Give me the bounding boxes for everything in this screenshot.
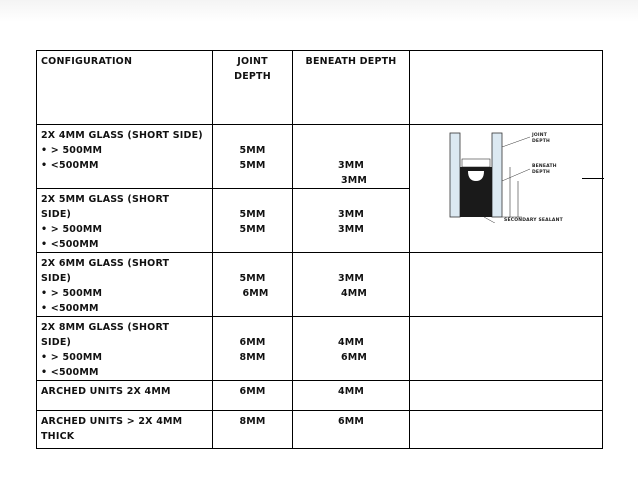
config-line: ARCHED UNITS > 2X 4MM [41,416,183,427]
beneath-spacer [297,143,405,158]
header-configuration-label: CONFIGURATION [41,56,133,67]
empty-cell [410,411,603,449]
beneath-depth-leader [502,169,530,181]
header-joint-label: JOINT [237,56,268,67]
config-cell [37,125,213,189]
joint-value: 6MM [239,386,266,397]
beneath-value: 3MM [337,273,365,284]
beneath-spacer [297,192,405,207]
config-line: • > 500MM [41,224,103,235]
beneath-value: 6MM [337,416,365,427]
secondary-sealant-shape [460,167,492,217]
joint-value: 5MM [239,145,266,156]
config-cell [37,253,213,317]
header-configuration [37,51,213,125]
joint-depth-cell [213,411,293,449]
config-line: • <500MM [41,160,99,171]
left-glass-pane [450,133,460,217]
beneath-depth-cell [293,317,410,381]
config-line: • <500MM [41,367,99,378]
config-line: • <500MM [41,239,99,250]
joint-value: 6MM [239,337,266,348]
config-line: • > 500MM [41,352,103,363]
config-line: THICK [41,431,75,442]
joint-depth-cell [213,381,293,411]
beneath-depth-cell [293,253,410,317]
beneath-spacer [297,128,405,143]
beneath-value: 3MM [337,160,365,171]
joint-value: 5MM [239,224,266,235]
empty-cell [410,253,603,317]
config-cell [37,189,213,253]
beneath-value: 3MM [340,175,368,186]
label-beneath-depth: Depth [532,170,550,175]
label-secondary-sealant: Secondary Sealant [504,218,563,223]
beneath-depth-cell [293,411,410,449]
config-line: • > 500MM [41,288,103,299]
joint-depth-cell [213,125,293,189]
config-line: SIDE) [41,337,72,348]
table-row [37,317,603,381]
config-line: SIDE) [41,209,72,220]
beneath-value: 3MM [337,224,365,235]
config-cell [37,381,213,411]
config-cell [37,317,213,381]
joint-depth-cell [213,189,293,253]
beneath-depth-cell [293,125,410,189]
joint-value [217,128,288,143]
beneath-depth-cell [293,381,410,411]
config-cell [37,411,213,449]
header-beneath-depth-label: BENEATH DEPTH [305,56,397,67]
beneath-value: 3MM [337,209,365,220]
config-line: 2X 6MM GLASS (SHORT [41,258,170,269]
spacer-bar [462,159,490,167]
config-line: 2X 8MM GLASS (SHORT [41,322,170,333]
config-line: 2X 5MM GLASS (SHORT [41,194,170,205]
joint-value: 6MM [242,288,269,299]
header-joint-depth [213,51,293,125]
label-joint-depth: Depth [532,139,550,144]
right-glass-pane [492,133,502,217]
beneath-spacer [297,256,405,271]
header-diagram [410,51,603,125]
label-beneath: Beneath [532,164,557,169]
config-line: • <500MM [41,303,99,314]
sealant-leader [484,217,502,223]
beneath-depth-cell [293,189,410,253]
table-row [37,125,603,189]
table-row [37,381,603,411]
joint-value: 5MM [239,209,266,220]
joint-value: 5MM [239,160,266,171]
joint-depth-cell [213,317,293,381]
config-line: 2X 4MM GLASS (SHORT SIDE) [41,130,203,141]
empty-cell [410,381,603,411]
config-line: ARCHED UNITS 2X 4MM [41,386,171,397]
joint-value: 5MM [239,273,266,284]
beneath-value: 4MM [340,288,368,299]
diagram-line [582,178,604,179]
header-depth-label: DEPTH [234,71,271,82]
config-line: SIDE) [41,273,72,284]
diagram-cell [410,125,603,253]
beneath-value: 4MM [337,337,365,348]
table-row [37,411,603,449]
joint-value: 8MM [239,352,266,363]
beneath-spacer [297,320,405,335]
table-header-row [37,51,603,125]
beneath-value: 6MM [340,352,368,363]
table-row [37,253,603,317]
joint-spacer [217,320,288,335]
joint-depth-cell [213,253,293,317]
glazing-joint-diagram [440,127,566,223]
joint-depth-leader [502,137,530,147]
config-line: • > 500MM [41,145,103,156]
joint-spacer [217,256,288,271]
joint-spacer [217,192,288,207]
label-joint: Joint [532,133,548,138]
joint-depth-table [36,50,603,449]
beneath-value: 4MM [337,386,365,397]
empty-cell [410,317,603,381]
joint-value: 8MM [239,416,266,427]
header-beneath-depth [293,51,410,125]
